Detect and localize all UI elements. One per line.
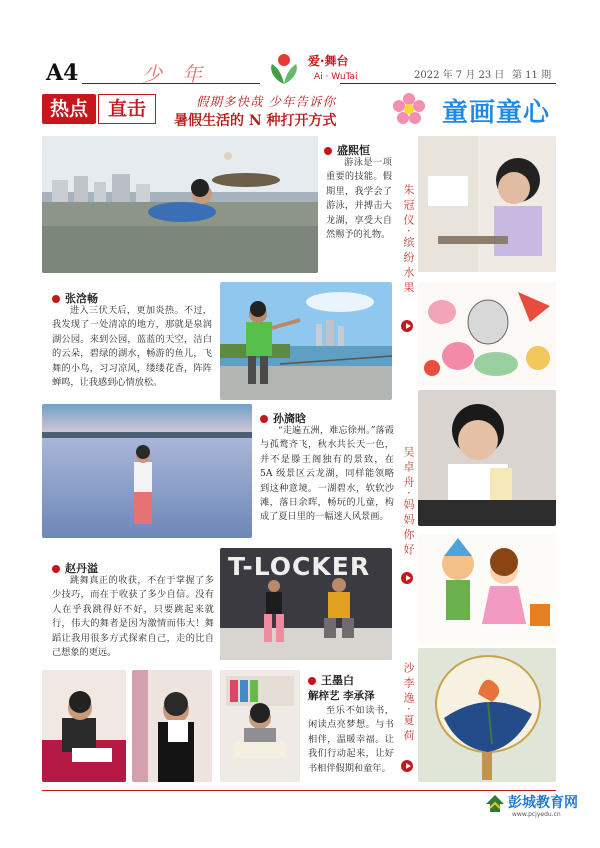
article-5-author [308, 672, 354, 688]
side-section-title: 童画童心 [442, 98, 551, 128]
author-name: 孙旖晗 [273, 412, 306, 425]
gallery-caption-1: 朱冠仪·缤纷水果 [402, 184, 415, 297]
gallery-fruit-drawing [418, 282, 556, 386]
photo-reading-3 [220, 670, 300, 782]
bullet-icon [324, 147, 332, 155]
issue-date: 2022 年 7 月 23 日 [414, 70, 505, 81]
article-5-text: 至乐不如读书，闲读点亮梦想。与书相伴，温暖幸福。让我们行动起来，让好书相伴假期和童年。 [308, 705, 394, 774]
photo-reading-1 [42, 670, 126, 782]
dance-studio-sign: T-LOCKER [228, 552, 371, 581]
banner-headline: 暑假生活的 N 种打开方式 [174, 113, 337, 129]
logo-title: 爱·舞台 [308, 54, 349, 68]
gallery-play-icon-2[interactable] [401, 572, 413, 584]
photo-sunset-lake [42, 404, 252, 538]
article-5-coauthors: 解梓艺 李承泽 [308, 690, 375, 702]
article-4-text: 跳舞真正的收获，不在于掌握了多少技巧，而在于收获了多少自信。没有人在乎我跳得好不好，只要跳起来就行，伟大的舞者是因为激情而伟大！舞蹈让我用很多方式探索自己，走的比自己想象的更远。 [52, 575, 214, 659]
banner-tag-hot: 热点 [42, 94, 96, 124]
gallery-photo-drawing-girl [418, 136, 556, 272]
footer-url: www.pcjyedu.cn [512, 811, 561, 818]
author-name: 王墨白 [321, 674, 354, 687]
masthead-logo-icon [266, 52, 302, 86]
banner-slogan: 假期多快哉 少年告诉你 [196, 94, 336, 109]
gallery-play-icon-1[interactable] [401, 320, 413, 332]
article-1-text: 游泳是一项重要的技能。假期里，我学会了游泳，并搏击大龙湖，享受大自然赐予的礼物。 [326, 157, 392, 241]
article-2-text: 进入三伏天后，更加炎热。不过，我发现了一处清凉的地方，那就是泉润湖公园。来到公园，蓝蓝的天空，洁白的云朵，碧绿的湖水，畅游的鱼儿，飞舞的小鸟，习习凉风，缕缕花香，阵阵蝉鸣，让我感到心情放松。 [52, 305, 212, 389]
gallery-play-icon-3[interactable] [401, 760, 413, 772]
gallery-photo-girl-craft [418, 390, 556, 526]
footer-brand: 彭城教育网 [508, 795, 578, 811]
logo-subtitle: Ai · WuTai [314, 72, 358, 82]
gallery-fan-painting [418, 648, 556, 782]
photo-dance-studio [220, 548, 392, 660]
gallery-caption-2: 吴卓舟·妈妈你好 [402, 446, 415, 559]
banner-tag-focus: 直击 [98, 94, 156, 124]
page-number: A4 [46, 60, 79, 86]
bullet-icon [260, 415, 268, 423]
gallery-caption-3: 沙李逸·夏荷 [402, 662, 415, 745]
masthead-title: 少年 [142, 62, 222, 86]
flower-icon [392, 92, 426, 126]
author-name: 赵丹溢 [65, 562, 98, 575]
bullet-icon [52, 295, 60, 303]
footer-logo-icon [484, 792, 506, 814]
bullet-icon [52, 565, 60, 573]
photo-reading-2 [132, 670, 212, 782]
photo-swimming [42, 136, 318, 273]
author-name: 盛熙恒 [337, 144, 370, 157]
author-name: 张浛畅 [65, 292, 98, 305]
header-rule-right [340, 83, 556, 84]
bullet-icon [308, 677, 316, 685]
issue-number: 第 11 期 [512, 70, 552, 81]
article-3-text: “走遍五洲，难忘徐州。”落霞与孤鹜齐飞，秋水共长天一色，并不是滕王阁独有的景致，在 5A 级景区云龙湖，同样能领略到这种意境。一湖碧水，软软沙滩，落日余晖，畅玩的儿童，构成了夏日里的一幅迷人风景画。 [260, 425, 394, 523]
gallery-family-drawing [418, 534, 556, 644]
footer-rule [42, 790, 556, 791]
photo-park-lake [220, 282, 392, 400]
